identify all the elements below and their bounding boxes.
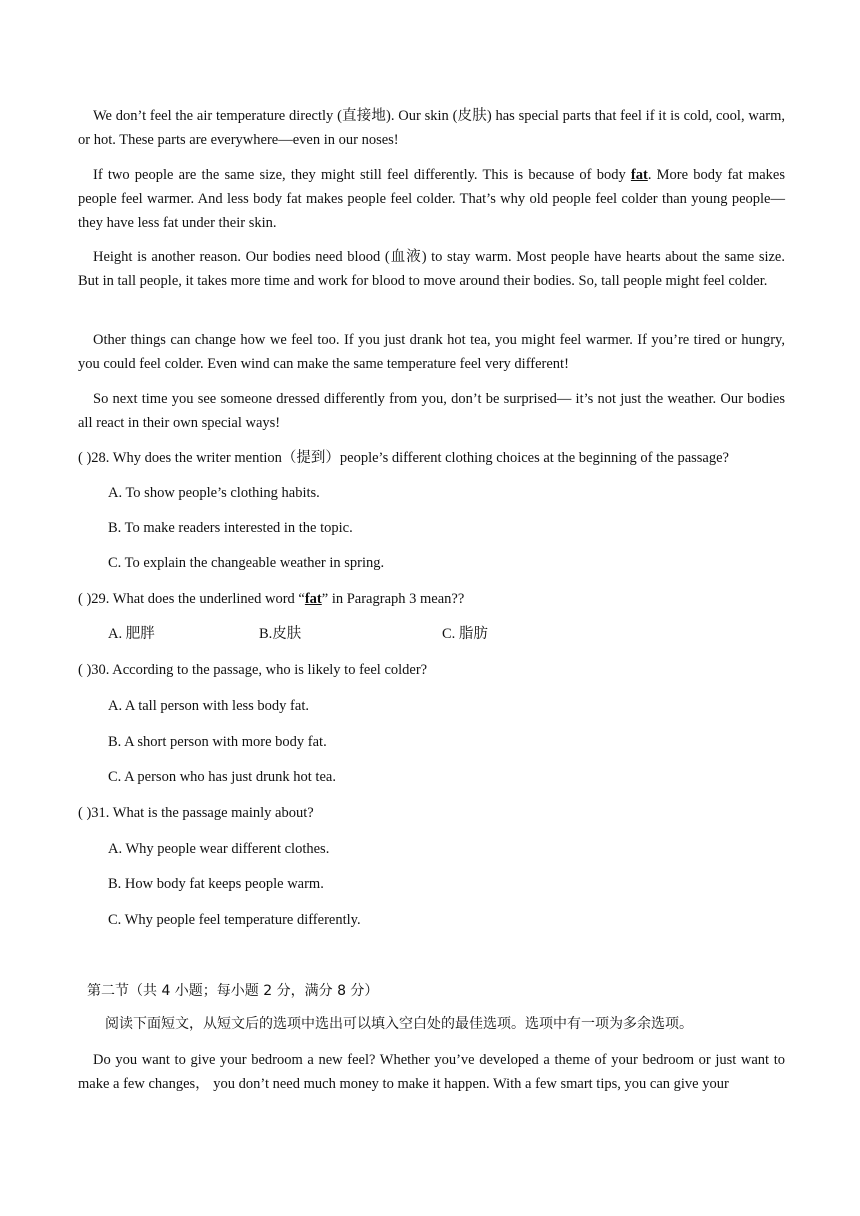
question-29-option-b: B.皮肤 bbox=[259, 626, 302, 642]
question-28-stem: ( )28. Why does the writer mention（提到）people’s different clothing choices at the beginning of the passage? bbox=[78, 450, 729, 466]
passage-paragraph-2 bbox=[78, 163, 785, 235]
question-29-option-c: C. 脂肪 bbox=[442, 626, 488, 642]
passage-paragraph-3: Height is another reason. Our bodies need blood (血液) to stay warm. Most people have hearts about the same size. But in tall people, it takes more time and work for blood to move around their bodies. So, tall people might feel colder. bbox=[78, 249, 785, 289]
paragraph-2-text-start: If two people are the same size, they might still feel differently. This is because of body bbox=[93, 167, 631, 183]
paragraph-2-text-end: . More body fat makes people feel warmer. And less body fat makes people feel colder. That’s why old people feel colder than young people—they have less fat under their skin. bbox=[78, 167, 785, 231]
passage-paragraph-1: We don’t feel the air temperature directly (直接地). Our skin (皮肤) has special parts that feel if it is cold, cool, warm, or hot. These parts are everywhere—even in our noses! bbox=[78, 108, 785, 148]
question-28-option-a: A. To show people’s clothing habits. bbox=[108, 485, 320, 501]
section-2-instruction: 阅读下面短文，从短文后的选项中选出可以填入空白处的最佳选项。选项中有一项为多余选项。 bbox=[105, 1016, 693, 1032]
passage-paragraph-4: Other things can change how we feel too. If you just drank hot tea, you might feel warmer. If you’re tired or hungry, you could feel colder. Even wind can make the same temperature feel very different! bbox=[78, 332, 785, 372]
question-29-option-a: A. 肥胖 bbox=[108, 626, 155, 642]
question-30-stem: ( )30. According to the passage, who is likely to feel colder? bbox=[78, 662, 428, 678]
question-28-option-c: C. To explain the changeable weather in spring. bbox=[108, 555, 385, 571]
question-28-option-b: B. To make readers interested in the topic. bbox=[108, 520, 353, 536]
underlined-word-fat: fat bbox=[630, 167, 648, 183]
question-31-stem: ( )31. What is the passage mainly about? bbox=[78, 805, 314, 821]
question-30-option-c: C. A person who has just drunk hot tea. bbox=[108, 769, 336, 785]
question-31-option-a: A. Why people wear different clothes. bbox=[108, 841, 330, 857]
section-2-title: 第二节（共 4 小题；每小题 2 分，满分 8 分） bbox=[87, 983, 379, 999]
passage-paragraph-5: So next time you see someone dressed differently from you, don’t be surprised— it’s not just the weather. Our bodies all react in their own special ways! bbox=[78, 391, 785, 431]
question-29-stem bbox=[78, 589, 464, 609]
question-30-option-a: A. A tall person with less body fat. bbox=[108, 698, 309, 714]
question-30-option-b: B. A short person with more body fat. bbox=[108, 734, 327, 750]
question-29-underlined-word: fat bbox=[304, 591, 322, 607]
question-31-option-c: C. Why people feel temperature differently. bbox=[108, 912, 361, 928]
question-31-option-b: B. How body fat keeps people warm. bbox=[108, 876, 324, 892]
question-29-stem-start: ( )29. What does the underlined word “ bbox=[78, 591, 305, 607]
section-2-passage-text: Do you want to give your bedroom a new feel? Whether you’ve developed a theme of your bedroom or just want to make a few changes， you don’t need much money to make it happen. With a few smart tips, you can give your bbox=[78, 1052, 785, 1092]
question-29-stem-end: ” in Paragraph 3 mean?? bbox=[321, 591, 465, 607]
